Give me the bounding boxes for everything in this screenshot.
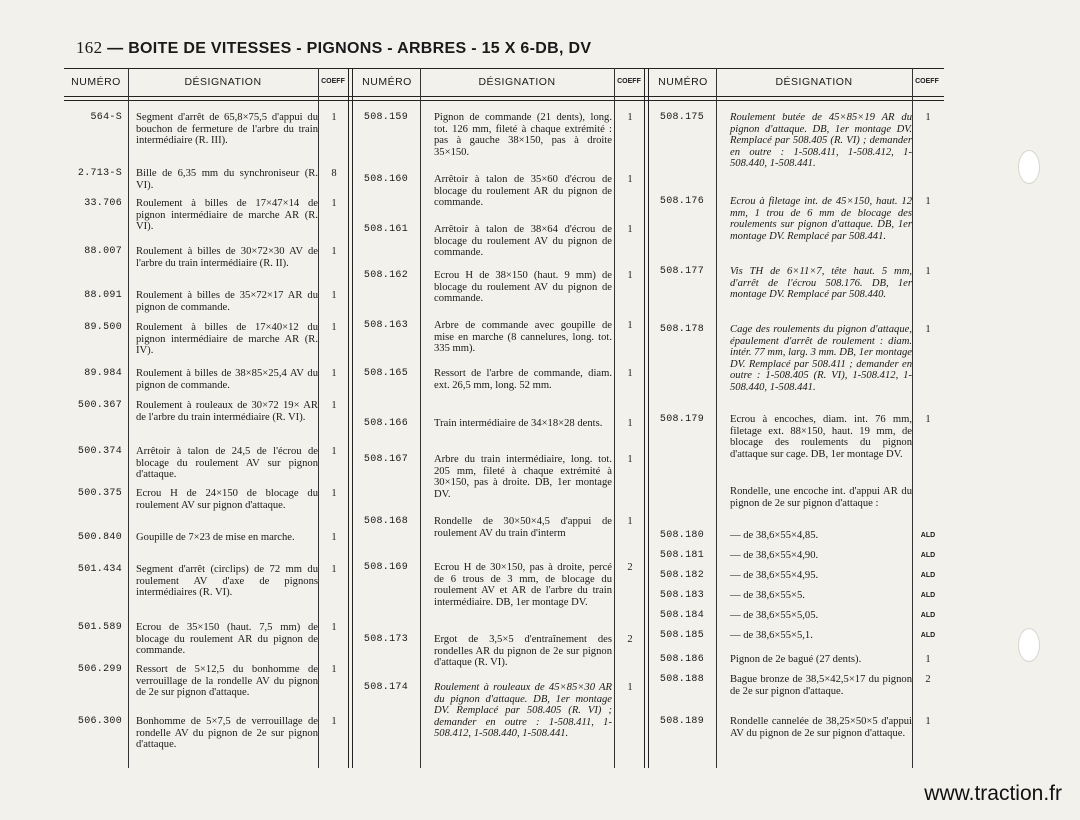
part-designation: Ergot de 3,5×5 d'entraînement des rondelles AR du pignon de 2e sur pignon d'attaque (R. VI). (434, 634, 612, 669)
part-coeff: 1 (331, 716, 337, 727)
part-number: 508.168 (363, 516, 408, 527)
part-coeff: ALD (920, 552, 936, 559)
part-number: 508.189 (659, 716, 704, 727)
part-designation: Ressort de 5×12,5 du bonhomme de verrouillage de la rondelle AV du pignon de 2e sur pignon d'attaque. (136, 664, 318, 699)
part-designation: Ressort de l'arbre de commande, diam. ext. 26,5 mm, long. 52 mm. (434, 368, 612, 391)
part-coeff: ALD (920, 532, 936, 539)
part-number: 508.173 (363, 634, 408, 645)
part-designation: Ecrou à filetage int. de 45×150, haut. 12 mm, 1 trou de 6 mm de blocage des roulements sur pignon d'attaque. DB, 1er montage DV. Remplacé par 508.441. (730, 196, 912, 242)
part-number: 508.176 (659, 196, 704, 207)
header-bottom-rule (64, 96, 944, 97)
part-designation: — de 38,6×55×4,90. (730, 550, 819, 561)
part-number: 508.188 (659, 674, 704, 685)
part-designation: — de 38,6×55×5,05. (730, 610, 819, 621)
part-number: 508.185 (659, 630, 704, 641)
part-designation: Pignon de 2e bagué (27 dents). (730, 654, 862, 665)
part-coeff: 1 (331, 290, 337, 301)
part-designation: Ecrou à encoches, diam. int. 76 mm, filetage ext. 88×150, haut. 19 mm, de blocage des roulements du pignon d'attaque sur cage. DB, 1er montage DV. (730, 414, 912, 460)
part-number: 508.161 (363, 224, 408, 235)
part-designation: Arrêtoir à talon de 35×60 d'écrou de blocage du roulement AR du pignon de commande. (434, 174, 612, 209)
col3-header-designation: DÉSIGNATION (775, 76, 853, 88)
part-coeff: 1 (331, 488, 337, 499)
part-designation: Roulement à billes de 35×72×17 AR du pignon de commande. (136, 290, 318, 313)
part-designation: Vis TH de 6×11×7, tête haut. 5 mm, d'arrêt de l'écrou 508.176. DB, 1er montage DV. Remplacé par 508.440. (730, 266, 912, 301)
part-designation: Arbre du train intermédiaire, long. tot. 205 mm, fileté à chaque extrémité à 30×150, pas à droite. DB, 1er montage DV. (434, 454, 612, 500)
col-divider (420, 68, 421, 768)
part-coeff: 1 (331, 400, 337, 411)
part-number: 500.840 (77, 532, 122, 543)
col2-header-numero: NUMÉRO (362, 76, 412, 88)
section-divider (644, 68, 649, 768)
part-coeff: 1 (331, 446, 337, 457)
part-number: 564-S (90, 112, 122, 123)
part-number: 508.165 (363, 368, 408, 379)
part-number: 88.091 (84, 290, 122, 301)
part-designation: Roulement à billes de 38×85×25,4 AV du pignon de commande. (136, 368, 318, 391)
part-coeff: 1 (627, 320, 633, 331)
part-coeff: ALD (920, 572, 936, 579)
part-number: 508.169 (363, 562, 408, 573)
col1-header-designation: DÉSIGNATION (184, 76, 262, 88)
col2-header-designation: DÉSIGNATION (478, 76, 556, 88)
part-number: 501.589 (77, 622, 122, 633)
part-designation: — de 38,6×55×5,1. (730, 630, 813, 641)
part-coeff: ALD (920, 612, 936, 619)
part-number: 508.162 (363, 270, 408, 281)
part-coeff: 1 (627, 174, 633, 185)
part-coeff: 2 (925, 674, 931, 685)
part-designation: Ecrou de 35×150 (haut. 7,5 mm) de blocage du roulement AR du pignon de commande. (136, 622, 318, 657)
punch-hole (1018, 150, 1040, 184)
part-coeff: 1 (331, 322, 337, 333)
part-number: 508.167 (363, 454, 408, 465)
col3-header-coeff: COEFF (915, 78, 939, 85)
part-number: 89.500 (84, 322, 122, 333)
part-coeff: 2 (627, 562, 633, 573)
part-designation: Rondelle cannelée de 38,25×50×5 d'appui AV du pignon de 2e sur pignon d'attaque. (730, 716, 912, 739)
part-number: 508.182 (659, 570, 704, 581)
col-divider (128, 68, 129, 768)
punch-hole (1018, 628, 1040, 662)
part-coeff: 1 (627, 270, 633, 281)
part-coeff: ALD (920, 632, 936, 639)
part-designation: — de 38,6×55×5. (730, 590, 805, 601)
part-number: 508.186 (659, 654, 704, 665)
part-number: 506.299 (77, 664, 122, 675)
col-divider (318, 68, 319, 768)
part-coeff: 1 (331, 564, 337, 575)
part-designation: Bonhomme de 5×7,5 de verrouillage de rondelle AV du pignon de 2e sur pignon d'attaque. (136, 716, 318, 751)
part-designation: Ecrou H de 24×150 de blocage du roulement AV sur pignon d'attaque. (136, 488, 318, 511)
part-designation: Arbre de commande avec goupille de mise en marche (8 cannelures, long. tot. 335 mm). (434, 320, 612, 355)
part-coeff: 1 (331, 246, 337, 257)
part-number: 508.181 (659, 550, 704, 561)
part-coeff: 1 (627, 368, 633, 379)
part-number: 508.184 (659, 610, 704, 621)
part-coeff: 1 (925, 654, 931, 665)
part-designation: Roulement à billes de 17×40×12 du pignon intermédiaire de marche AR (R. IV). (136, 322, 318, 357)
part-designation: — de 38,6×55×4,95. (730, 570, 819, 581)
part-designation: Roulement à rouleaux de 45×85×30 AR du pignon d'attaque. DB, 1er montage DV. Remplacé par 508.405 (R. VI) ; demander en outre : 1-508.411, 1-508.412, 1-508.440, 1-508.441. (434, 682, 612, 740)
part-coeff: 1 (331, 532, 337, 543)
part-designation: Cage des roulements du pignon d'attaque, épaulement d'arrêt de roulement : diam. intér. 77 mm, larg. 3 mm. DB, 1er montage DV. Remplacé par 508.411 ; demander en outre : 1-508.405 (R. VI), 1-508.412, 1-508.440, 1-508.441. (730, 324, 912, 393)
part-coeff: 2 (627, 634, 633, 645)
part-coeff: 8 (331, 168, 337, 179)
watermark: www.traction.fr (924, 782, 1062, 805)
part-coeff: 1 (627, 112, 633, 123)
part-designation: Roulement à billes de 30×72×30 AV de l'arbre du train intermédiaire (R. II). (136, 246, 318, 269)
part-coeff: 1 (925, 196, 931, 207)
part-number: 508.175 (659, 112, 704, 123)
page-title: — BOITE DE VITESSES - PIGNONS - ARBRES - 15 X 6-DB, DV (107, 40, 592, 57)
part-coeff: 1 (925, 324, 931, 335)
part-designation: Roulement butée de 45×85×19 AR du pignon d'attaque. DB, 1er montage DV. Remplacé par 508.405 (R. VI) ; demander en outre : 1-508.411, 1-508.412, 1-508.440, 1-508.441. (730, 112, 912, 170)
part-coeff: 1 (925, 266, 931, 277)
part-number: 501.434 (77, 564, 122, 575)
part-designation: Bille de 6,35 mm du synchroniseur (R. VI). (136, 168, 318, 191)
part-coeff: 1 (331, 198, 337, 209)
part-coeff: 1 (925, 112, 931, 123)
part-coeff: 1 (925, 716, 931, 727)
page-header (76, 38, 591, 58)
part-coeff: 1 (925, 414, 931, 425)
col1-header-numero: NUMÉRO (71, 76, 121, 88)
part-designation: Pignon de commande (21 dents), long. tot. 126 mm, fileté à chaque extrémité : pas à gauche 38×150, pas à droite 35×150. (434, 112, 612, 158)
part-designation: Segment d'arrêt (circlips) de 72 mm du roulement AV d'axe de pignons intermédiaires (R. VI). (136, 564, 318, 599)
part-number: 508.174 (363, 682, 408, 693)
part-designation: Segment d'arrêt de 65,8×75,5 d'appui du bouchon de fermeture de l'arbre du train intermédiaire (R. III). (136, 112, 318, 147)
part-coeff: 1 (331, 112, 337, 123)
part-designation: Roulement à rouleaux de 30×72 19× AR de l'arbre du train intermédiaire (R. VI). (136, 400, 318, 423)
col2-header-coeff: COEFF (617, 78, 641, 85)
part-number: 508.178 (659, 324, 704, 335)
part-number: 508.183 (659, 590, 704, 601)
part-designation: Train intermédiaire de 34×18×28 dents. (434, 418, 603, 429)
part-number: 33.706 (84, 198, 122, 209)
part-coeff: 1 (331, 622, 337, 633)
part-number: 500.374 (77, 446, 122, 457)
part-coeff: 1 (627, 516, 633, 527)
col-divider (912, 68, 913, 768)
part-designation: Roulement à billes de 17×47×14 de pignon intermédiaire de marche AR (R. VI). (136, 198, 318, 233)
part-number: 508.159 (363, 112, 408, 123)
part-number: 500.375 (77, 488, 122, 499)
part-number: 508.163 (363, 320, 408, 331)
col3-header-numero: NUMÉRO (658, 76, 708, 88)
part-number: 508.166 (363, 418, 408, 429)
col-divider (716, 68, 717, 768)
part-number: 508.179 (659, 414, 704, 425)
part-designation: Bague bronze de 38,5×42,5×17 du pignon de 2e sur pignon d'attaque. (730, 674, 912, 697)
part-designation: Goupille de 7×23 de mise en marche. (136, 532, 295, 543)
part-number: 506.300 (77, 716, 122, 727)
part-designation: — de 38,6×55×4,85. (730, 530, 819, 541)
parts-table (64, 68, 944, 768)
part-designation: Ecrou H de 38×150 (haut. 9 mm) de blocage du roulement AV du pignon de commande. (434, 270, 612, 305)
part-number: 2.713-S (77, 168, 122, 179)
part-number: 508.177 (659, 266, 704, 277)
part-coeff: 1 (331, 368, 337, 379)
part-designation: Rondelle de 30×50×4,5 d'appui de roulement AV du train d'interm (434, 516, 612, 539)
part-coeff: 1 (627, 682, 633, 693)
part-designation: Arrêtoir à talon de 24,5 de l'écrou de blocage du roulement AV sur pignon d'attaque. (136, 446, 318, 481)
col-divider (614, 68, 615, 768)
part-coeff: 1 (627, 224, 633, 235)
page-number: 162 (76, 38, 103, 57)
part-coeff: ALD (920, 592, 936, 599)
part-designation: Ecrou H de 30×150, pas à droite, percé de 6 trous de 3 mm, de blocage du roulement AV et AR de l'arbre du train intermédiaire. DB, 1er montage DV. (434, 562, 612, 608)
section-divider (348, 68, 353, 768)
part-number: 89.984 (84, 368, 122, 379)
part-number: 500.367 (77, 400, 122, 411)
part-number: 508.160 (363, 174, 408, 185)
part-coeff: 1 (627, 418, 633, 429)
part-number: 508.180 (659, 530, 704, 541)
header-bottom-rule-2 (64, 100, 944, 101)
col1-header-coeff: COEFF (321, 78, 345, 85)
part-designation: Rondelle, une encoche int. d'appui AR du pignon de 2e sur pignon d'attaque : (730, 486, 912, 509)
part-coeff: 1 (627, 454, 633, 465)
part-number: 88.007 (84, 246, 122, 257)
part-designation: Arrêtoir à talon de 38×64 d'écrou de blocage du roulement AV du pignon de commande. (434, 224, 612, 259)
part-coeff: 1 (331, 664, 337, 675)
